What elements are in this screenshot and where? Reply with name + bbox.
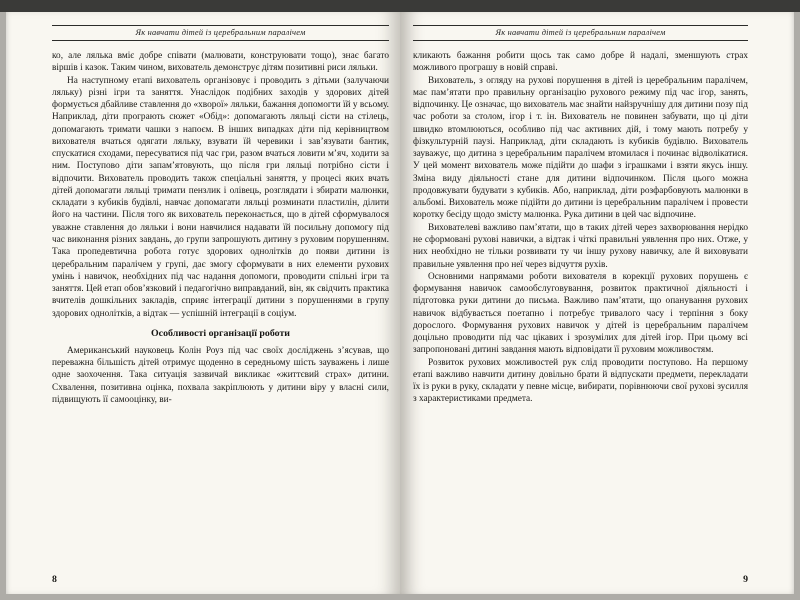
section-heading: Особливості організації роботи	[151, 327, 290, 339]
left-page	[6, 12, 400, 594]
scan-top-shadow	[0, 0, 800, 12]
body-paragraph: кликають бажання робити щось так само добре й надалі, зменшують страх можливого програшу в новій справі.	[413, 51, 748, 74]
page-number-left: 8	[52, 573, 57, 585]
right-page-content	[413, 12, 748, 594]
page-number-right: 9	[743, 573, 748, 585]
body-paragraph: Основними напрямами роботи вихователя в корекції рухових порушень є формування навичок самообслуговування, розвиток практичної діяльності і підготовка руки дитини до письма. Важливо пам’ятати, що опанування рухових навичок відбувається поетапно і потребує тривалого часу і терпіння з боку дорослого. Формування рухових навичок у дітей із церебральним паралічем доцільно проводити під час цікавих і зрозумілих для дітей ігор. При цьому всі запропоновані дитині завдання мають відповідати її руховим можливостям.	[413, 271, 748, 356]
running-head-right: Як навчати дітей із церебральним паралічем	[413, 25, 748, 41]
left-page-content	[52, 12, 389, 594]
left-page-body	[52, 50, 389, 570]
body-paragraph: Вихователь, з огляду на рухові порушення в дітей із церебральним паралічем, має пам’ятати про правильну організацію рухового режиму під час ігор, занять, відпочинку. Це означає, що вихователь має знайти найзручнішу для дитини позу під час роботи за столом, ігор і т. ін. Вихователь не повинен забувати, що ці діти швидко втомлюються, особливо під час активних дій, і тому мають потребу у фізкультурній паузі. Наприклад, діти складають із кубиків будівлю. Вихователь зауважує, що дитина з церебральним паралічем втомилася і починає відволікатися. У цей момент вихователь може підійти до шафи з іграшками і взяти якусь іншу. Зміна виду діяльності стане для дитини відпочинком. Після цього можна продовжувати будувати з кубиків. Або, наприклад, діти розфарбовують малюнки в альбомі. Вихователь може підійти до дитини із церебральним паралічем і провести коротку бесіду щодо змісту малюнка. Рука дитини в цей час відпочине.	[413, 75, 748, 221]
right-page	[400, 12, 794, 594]
body-paragraph: Американський науковець Колін Роуз під час своїх досліджень з’ясував, що переважна більшість дітей отримує щоденно в середньому шість зауважень і лише одне заохочення. Така ситуація зазвичай викликає «життєвий страх» дитини. Схвалення, позитивна оцінка, похвала закріплюють у дитини віру у власні сили, підвищують її самооцінку, ви-	[52, 345, 389, 405]
running-head-left: Як навчати дітей із церебральним паралічем	[52, 25, 389, 41]
body-paragraph: На наступному етапі вихователь організовує і проводить з дітьми (залучаючи ляльку) різні ігри та заняття. Унаслідок подібних заходів у здорових дітей формується дбайливе ставлення до «хворої» ляльки, бажання допомогти їй у всьому. Наприклад, діти програють сюжет «Обід»: допомагають ляльці сісти на стілець, допомагають тримати чашки з напоєм. В інших випадках діти під керівництвом вихователя вчаться одягати ляльку, взувати їй черевики і зав’язувати бантик, спускатися сходами, пересуватися під час гри, разом вчаться ловити м’яч, ходити за ним. Поступово діти запам’ятовують, що після гри ляльці потрібно сісти і відпочити. Вихователь проводить також спеціальні заняття, у процесі яких вчать дітей допомагати ляльці тримати пензлик і олівець, розглядати і збирати малюнки, складати з кубиків будівлі, навчає допомагати ляльці розминати пластилін, ділити його на частини. Після того як вихователь переконається, що в дітей сформувалося уважне ставлення до ляльки і вони навчилися надавати їй посильну допомогу під час виконання різних завдань, до групи запрошують дитину з руховим порушенням. Така пропедевтична робота готує здорових однолітків до появи дитини із церебральним паралічем у групі, дає змогу сформувати в них елементи рухових умінь і навичок, необхідних під час надання допомоги, проводити спільні ігри та заняття. Цей етап обов’язковий і педагогічно виправданий, він, як свідчить практика вчителів дошкільних закладів, сприяє інтеграції дитини з порушеннями в групу здорових однолітків, а відтак — успішній інтеграції в соціум.	[52, 75, 389, 319]
body-paragraph: ко, але лялька вміє добре співати (малювати, конструювати тощо), знає багато віршів і казок. Таким чином, вихователь демонструє дітям позитивні риси ляльки.	[52, 51, 389, 74]
right-page-body	[413, 50, 748, 570]
page-spread	[6, 12, 794, 594]
body-paragraph: Вихователеві важливо пам’ятати, що в таких дітей через захворювання нерідко не сформовані рухові навички, а відтак і чіткі правильні уявлення про них. Отже, у них необхідно не тільки розвивати ту чи іншу рухову навичку, але й виховувати правильне уявлення про неї через відчуття рухів.	[413, 222, 748, 270]
body-paragraph: Розвиток рухових можливостей рук слід проводити поступово. На першому етапі важливо навчити дитину довільно брати й відпускати предмети, перекладати їх із руки в руку, складати у певне місце, вибирати, порівнюючи свої рухові зусилля з характеристиками предмета.	[413, 357, 748, 405]
